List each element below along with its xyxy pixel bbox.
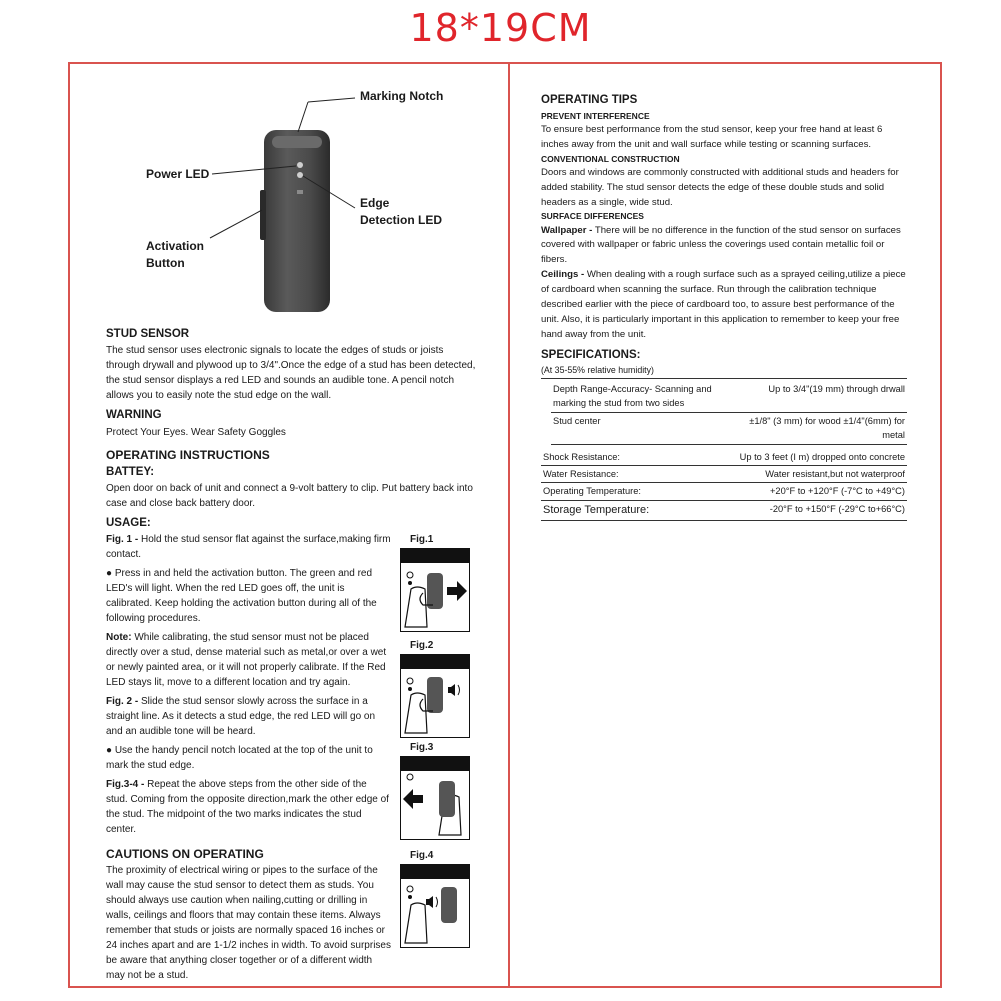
spec-value: Water resistant,but not waterproof: [685, 465, 907, 482]
power-led-icon: [297, 162, 303, 168]
prevent-interference-text: To ensure best performance from the stud sensor, keep your free hand at least 6 inches away from the unit and wall surface while testing or scanning surfaces.: [541, 123, 883, 150]
column-divider: [508, 62, 510, 988]
spec-row: [541, 465, 907, 482]
activation-label-line2: Button: [146, 256, 185, 271]
spec-label: Water Resistance:: [541, 465, 685, 482]
specs-outer-table: [541, 449, 907, 521]
humidity-note: (At 35-55% relative humidity): [541, 364, 907, 379]
usage-steps: [106, 532, 391, 837]
fig2-label: Fig.2: [410, 640, 434, 651]
spec-row: [541, 483, 907, 500]
spec-row: [551, 412, 907, 444]
spec-row: [551, 381, 907, 412]
conventional-construction-text: Doors and windows are commonly constructed with additional studs and headers for added stability. The stud sensor detects the edge of these double studs and solid headers as a single, wide stud.: [541, 166, 899, 208]
spec-value: +20°F to +120°F (-7°C to +49°C): [685, 483, 907, 500]
spec-row: [541, 500, 907, 520]
spec-label: Depth Range-Accuracy- Scanning and marking the stud from two sides: [551, 381, 735, 412]
usage-heading: USAGE:: [106, 516, 151, 529]
prevent-interference-heading: PREVENT INTERFERENCE: [541, 110, 650, 121]
note-lead: Note:: [106, 632, 132, 643]
activation-button-label: [146, 238, 204, 273]
surface-differences-heading: SURFACE DIFFERENCES: [541, 211, 644, 222]
fig1-step: [106, 532, 391, 562]
conventional-construction-heading: CONVENTIONAL CONSTRUCTION: [541, 153, 680, 164]
warning-heading: WARNING: [106, 409, 162, 422]
fig1-label: Fig.1: [410, 534, 434, 545]
spec-value: Up to 3 feet (I m) dropped onto concrete: [685, 449, 907, 466]
edge-detection-led-label: [360, 195, 442, 230]
edge-led-icon: [297, 172, 303, 178]
battey-text: Open door on back of unit and connect a 9-volt battery to clip. Put battery back into case and close back battery door.: [106, 482, 473, 509]
right-column: [541, 92, 911, 521]
fig2-step: [106, 694, 391, 739]
note-step: [106, 630, 391, 690]
ceilings-text: [541, 268, 911, 342]
fig34-step: [106, 777, 391, 837]
marking-notch-label: Marking Notch: [360, 89, 444, 103]
ceilings-lead: Ceilings -: [541, 269, 585, 281]
cautions-heading: CAUTIONS ON OPERATING: [106, 847, 264, 861]
device-body: [264, 130, 330, 312]
spec-label: Shock Resistance:: [541, 449, 685, 466]
stud-sensor-heading: STUD SENSOR: [106, 328, 190, 340]
edge-label-line2: Detection LED: [360, 213, 443, 228]
activation-button-shape: [260, 190, 266, 240]
specs-inner-table: [551, 381, 907, 445]
pencil-step: ● Use the handy pencil notch located at the top of the unit to mark the stud edge.: [106, 745, 373, 771]
spec-value: ±1/8" (3 mm) for wood ±1/4"(6mm) for metal: [735, 412, 907, 444]
fig1-text: Hold the stud sensor flat against the surface,making firm contact.: [106, 534, 391, 560]
note-text: While calibrating, the stud sensor must not be placed directly over a stud, dense material such as metal,or over a wet or newly painted area, or it will not properly calibrate. If the Red LED stays lit, move to a different location and try again.: [106, 632, 387, 688]
fig2-image: [400, 654, 470, 738]
fig4-image: [400, 864, 470, 948]
operating-instructions-heading: OPERATING INSTRUCTIONS: [106, 447, 270, 462]
activation-label-line1: Activation: [146, 239, 205, 253]
fig2-text: Slide the stud sensor slowly across the surface in a straight line. As it detects a stud edge, the red LED will go on and an audible tone will be heard.: [106, 696, 376, 737]
spec-label: Storage Temperature:: [541, 500, 685, 520]
fig4-label: Fig.4: [410, 850, 434, 861]
fig1-image: [400, 548, 470, 632]
spec-label: Stud center: [551, 412, 735, 444]
edge-label-line1: Edge: [360, 196, 390, 210]
fig34-text: Repeat the above steps from the other side of the stud. Coming from the opposite direction,mark the other edge of the stud. The midpoint of the two marks indicates the stud center.: [106, 779, 389, 835]
fig2-lead: Fig. 2 -: [106, 696, 139, 707]
ceilings-body: When dealing with a rough surface such as a sprayed ceiling,utilize a piece of cardboard when scanning the surface. Run through the calibration technique described earlier with the piece of cardboard too, to assure best performance of the unit. Also, it is particularly important in this application to remember to keep your free hand away from the unit.: [541, 269, 906, 340]
fig3-image: [400, 756, 470, 840]
battey-heading: BATTEY:: [106, 465, 155, 478]
stud-sensor-text: The stud sensor uses electronic signals to locate the edges of studs or joists through drywall and plywood up to 3/4".Once the edge of a stud has been detected, the stud sensor displays a red LED and sounds an audible tone. A pencil notch allows you to easily note the stud edge on the wall.: [106, 345, 476, 402]
spec-value: -20°F to +150°F (-29°C to+66°C): [685, 500, 907, 520]
specifications-heading: SPECIFICATIONS:: [541, 348, 641, 361]
wallpaper-text: [541, 224, 911, 269]
cautions-text: The proximity of electrical wiring or pipes to the surface of the wall may cause the stud sensor to detect them as studs. You should always use caution when nailing,cutting or drilling in walls, ceilings and floors that may contain these items. Always remember that studs or joists are normally spaced 16 inches or 24 inches apart and are 1-1/2 inches in width. To avoid surprises be aware that anything closer together or of a different width may not be a stud.: [106, 865, 391, 981]
page-title: 18*19CM: [409, 6, 592, 50]
spec-label: Operating Temperature:: [541, 483, 685, 500]
device-illustration: [100, 80, 500, 320]
operating-tips-heading: OPERATING TIPS: [541, 94, 638, 106]
wallpaper-lead: Wallpaper -: [541, 224, 593, 236]
press-step: ● Press in and held the activation button. The green and red LED's will light. When the red LED goes off, the unit is calibrated. Keep holding the activation button during all of the following procedures.: [106, 568, 377, 624]
wallpaper-body: There will be no difference in the function of the stud sensor on surfaces covered with wallpaper or fabric unless the coverings used contain metallic foil or fibers.: [541, 224, 901, 266]
fig1-lead: Fig. 1 -: [106, 534, 139, 545]
spec-value: Up to 3/4"(19 mm) through drwall: [735, 381, 907, 412]
power-led-label: Power LED: [146, 167, 210, 181]
warning-text: Protect Your Eyes. Wear Safety Goggles: [106, 426, 286, 438]
fig3-label: Fig.3: [410, 742, 434, 753]
fig34-lead: Fig.3-4 -: [106, 779, 145, 790]
spec-row: [541, 449, 907, 466]
